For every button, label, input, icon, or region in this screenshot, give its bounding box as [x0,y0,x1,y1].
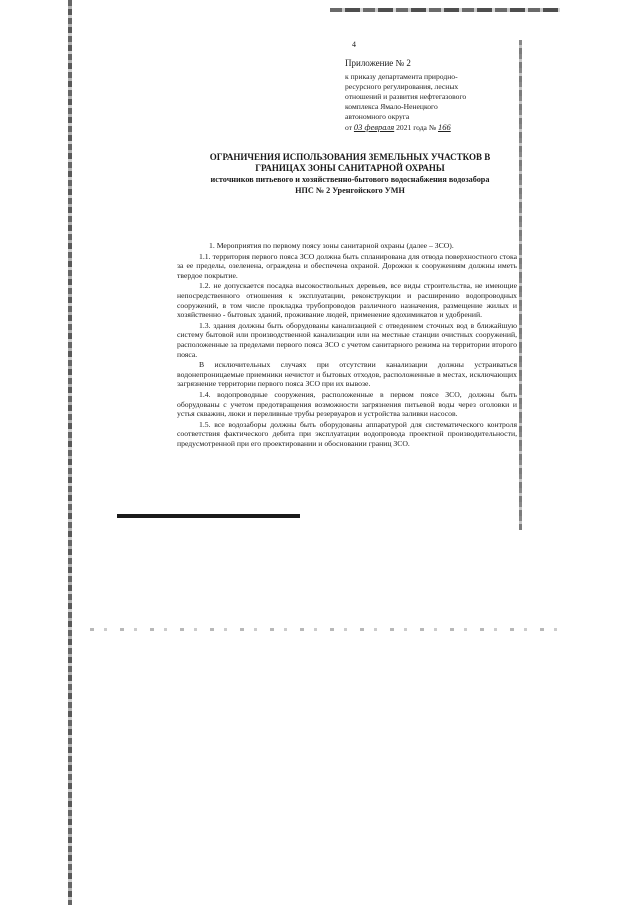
annex-line: ресурсного регулирования, лесных [345,82,459,91]
paragraph: 1.2. не допускается посадка высокоствольных деревьев, все виды строительства, не имеющие непосредственного отношения к эксплуатации, реконструкции и расширению водопроводных сооружений, в том числе прокладка трубопроводов различного назначения, размещение жилых и хозяйственно - бытовых зданий, проживание людей, применение ядохимикатов и удобрений. [177,281,517,320]
paragraph: В исключительных случаях при отсутствии канализации должны устраиваться водонепроницаемые приемники нечистот и бытовых отходов, расположенные в местах, исключающих загрязнение территории первого пояса ЗСО при их вывозе. [177,360,517,389]
document-body [177,241,517,449]
order-number-signature: 166 [437,122,451,132]
paragraph: 1.1. территория первого пояса ЗСО должна быть спланирована для отвода поверхностного стока за ее пределы, озеленена, ограждена и обеспечена охраной. Дорожки к сооружениям должны иметь твердое покрытие. [177,251,517,280]
date-prefix: от [345,123,353,132]
document-heading [180,152,520,196]
paragraph: 1.3. здания должны быть оборудованы канализацией с отведением сточных вод в ближайшую систему бытовой или производственной канализации или на местные станции очистных сооружений, расположенные за пределами первого пояса ЗСО с учетом санитарного режима на территории второго пояса. [177,320,517,359]
annex-line: автономного округа [345,112,410,121]
heading-line: ОГРАНИЧЕНИЯ ИСПОЛЬЗОВАНИЯ ЗЕМЕЛЬНЫХ УЧАСТКОВ В [209,152,491,162]
date-signature: 03 февраля [353,122,395,132]
paragraph: 1.4. водопроводные сооружения, расположенные в первом поясе ЗСО, должны быть оборудованы с учетом предотвращения возможности загрязнения питьевой воды через оголовки и устья скважин, люки и переливные трубы резервуаров и устройства заливки насосов. [177,389,517,419]
scan-edge-top [330,8,560,12]
heading-subline: источников питьевого и хозяйственно-бытового водоснабжения водозабора [210,175,490,184]
order-date-line [345,122,535,133]
annex-block [345,58,535,133]
heading-subline: НПС № 2 Уренгойского УМН [295,186,405,195]
separator-bar [117,514,300,518]
paragraph: 1.5. все водозаборы должны быть оборудованы аппаратурой для систематического контроля соответствия фактического дебита при эксплуатации водопровода проектной производительности, предусмотренной при его проектировании и обосновании границ ЗСО. [177,419,517,448]
heading-line: ГРАНИЦАХ ЗОНЫ САНИТАРНОЙ ОХРАНЫ [255,163,445,173]
paragraph: 1. Мероприятия по первому поясу зоны санитарной охраны (далее – ЗСО). [209,241,454,250]
year-text: 2021 года № [396,123,437,132]
annex-line: отношений и развития нефтегазового [345,92,467,101]
scan-edge-bottom [90,628,560,631]
annex-line: комплекса Ямало-Ненецкого [345,102,438,111]
annex-line: к приказу департамента природно- [345,72,458,81]
page-number: 4 [352,40,356,49]
scan-edge-left [68,0,72,905]
annex-title: Приложение № 2 [345,58,411,68]
